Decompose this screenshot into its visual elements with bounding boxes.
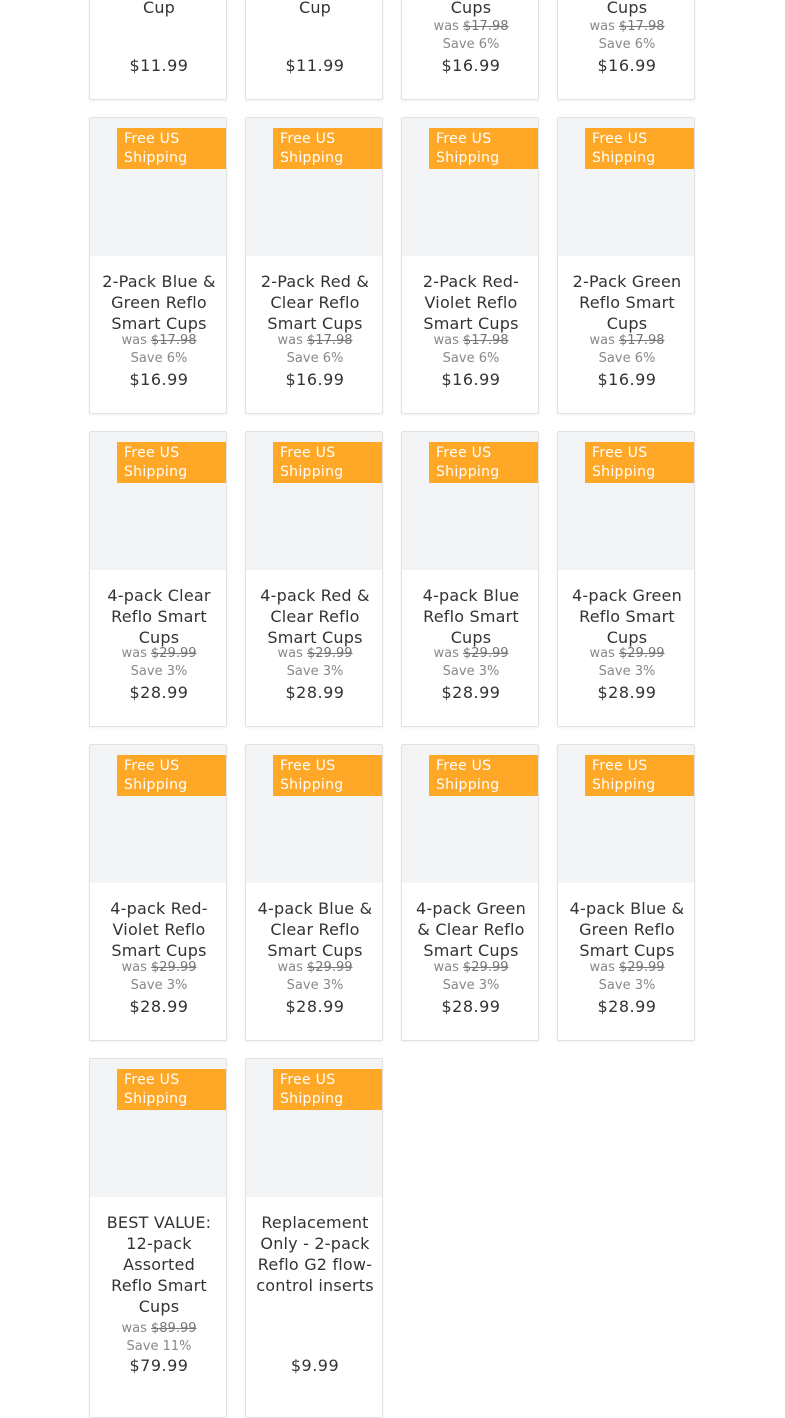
free-shipping-ribbon: Free US Shipping (429, 755, 539, 796)
original-price (90, 1320, 227, 1337)
product-title[interactable]: 2-Pack Red & Clear Reflo Smart Cups (260, 272, 370, 333)
was-label: was (277, 646, 303, 661)
was-label: was (433, 646, 459, 661)
was-label: was (433, 960, 459, 975)
product-card[interactable] (245, 431, 383, 727)
original-price (558, 645, 695, 662)
free-shipping-ribbon: Free US Shipping (429, 442, 539, 483)
savings-label: Save 3% (442, 664, 500, 679)
product-card[interactable] (89, 0, 227, 100)
original-price (90, 332, 227, 349)
product-price: $28.99 (129, 683, 189, 702)
product-card[interactable] (401, 0, 539, 100)
free-shipping-ribbon: Free US Shipping (117, 128, 227, 169)
savings-label: Save 3% (286, 664, 344, 679)
product-card[interactable] (401, 431, 539, 727)
product-price: $28.99 (441, 997, 501, 1016)
savings-label: Save 3% (130, 978, 188, 993)
original-price (402, 645, 539, 662)
product-price: $28.99 (285, 683, 345, 702)
product-price: $79.99 (129, 1356, 189, 1375)
original-price (402, 959, 539, 976)
savings-label: Save 6% (130, 351, 188, 366)
was-label: was (433, 19, 459, 34)
was-label: was (433, 333, 459, 348)
product-card[interactable] (89, 431, 227, 727)
free-shipping-ribbon: Free US Shipping (117, 442, 227, 483)
product-price: $28.99 (597, 997, 657, 1016)
product-title[interactable]: Cup (298, 0, 332, 17)
free-shipping-ribbon: Free US Shipping (429, 128, 539, 169)
product-card[interactable] (557, 0, 695, 100)
product-title[interactable]: 4-pack Blue & Clear Reflo Smart Cups (257, 899, 373, 960)
product-card[interactable] (557, 117, 695, 414)
product-title[interactable]: 2-Pack Blue & Green Reflo Smart Cups (102, 272, 216, 333)
product-title[interactable]: 4-pack Red-Violet Reflo Smart Cups (110, 899, 208, 960)
was-label: was (121, 646, 147, 661)
savings-label: Save 11% (126, 1339, 192, 1354)
savings-label: Save 3% (286, 978, 344, 993)
product-price: $28.99 (285, 997, 345, 1016)
original-price (246, 645, 383, 662)
product-card[interactable] (245, 0, 383, 100)
product-title[interactable]: Cups (450, 0, 492, 17)
savings-label: Save 6% (598, 37, 656, 52)
product-title[interactable]: 4-pack Green Reflo Smart Cups (572, 586, 682, 647)
product-card[interactable] (89, 117, 227, 414)
savings-label: Save 3% (442, 978, 500, 993)
savings-label: Save 3% (598, 978, 656, 993)
free-shipping-ribbon: Free US Shipping (117, 755, 227, 796)
product-title[interactable]: 2-Pack Red-Violet Reflo Smart Cups (422, 272, 520, 333)
was-label: was (589, 960, 615, 975)
strikethrough-price: $89.99 (151, 1321, 197, 1336)
product-title[interactable]: 4-pack Blue & Green Reflo Smart Cups (569, 899, 685, 960)
product-title[interactable]: Cups (606, 0, 648, 17)
product-price: $16.99 (441, 370, 501, 389)
was-label: was (121, 960, 147, 975)
savings-label: Save 6% (598, 351, 656, 366)
free-shipping-ribbon: Free US Shipping (273, 1069, 383, 1110)
original-price (90, 959, 227, 976)
free-shipping-ribbon: Free US Shipping (273, 442, 383, 483)
original-price (558, 959, 695, 976)
strikethrough-price: $17.98 (619, 333, 665, 348)
strikethrough-price: $29.99 (151, 646, 197, 661)
free-shipping-ribbon: Free US Shipping (117, 1069, 227, 1110)
product-card[interactable] (401, 117, 539, 414)
strikethrough-price: $17.98 (151, 333, 197, 348)
savings-label: Save 6% (442, 37, 500, 52)
savings-label: Save 3% (130, 664, 188, 679)
was-label: was (277, 333, 303, 348)
product-card[interactable] (89, 744, 227, 1041)
strikethrough-price: $29.99 (307, 646, 353, 661)
product-title[interactable]: 4-pack Green & Clear Reflo Smart Cups (416, 899, 526, 960)
product-price: $11.99 (285, 56, 345, 75)
was-label: was (589, 646, 615, 661)
strikethrough-price: $17.98 (619, 19, 665, 34)
product-price: $11.99 (129, 56, 189, 75)
was-label: was (121, 333, 147, 348)
strikethrough-price: $29.99 (619, 646, 665, 661)
product-title[interactable]: 4-pack Clear Reflo Smart Cups (107, 586, 211, 647)
strikethrough-price: $17.98 (307, 333, 353, 348)
free-shipping-ribbon: Free US Shipping (585, 128, 695, 169)
product-title[interactable]: 2-Pack Green Reflo Smart Cups (572, 272, 682, 333)
product-card[interactable] (557, 744, 695, 1041)
strikethrough-price: $17.98 (463, 19, 509, 34)
savings-label: Save 6% (286, 351, 344, 366)
free-shipping-ribbon: Free US Shipping (585, 442, 695, 483)
product-title[interactable]: 4-pack Red & Clear Reflo Smart Cups (260, 586, 370, 647)
product-title[interactable]: 4-pack Blue Reflo Smart Cups (422, 586, 520, 647)
strikethrough-price: $29.99 (463, 960, 509, 975)
product-price: $28.99 (129, 997, 189, 1016)
original-price (246, 959, 383, 976)
original-price (90, 645, 227, 662)
strikethrough-price: $29.99 (619, 960, 665, 975)
product-price: $9.99 (290, 1356, 340, 1375)
product-price: $16.99 (441, 56, 501, 75)
original-price (402, 18, 539, 35)
product-price: $16.99 (597, 370, 657, 389)
strikethrough-price: $29.99 (307, 960, 353, 975)
product-price: $28.99 (441, 683, 501, 702)
strikethrough-price: $29.99 (151, 960, 197, 975)
product-title[interactable]: Cup (142, 0, 176, 17)
product-price: $16.99 (597, 56, 657, 75)
savings-label: Save 3% (598, 664, 656, 679)
product-card[interactable] (557, 431, 695, 727)
product-price: $28.99 (597, 683, 657, 702)
product-title[interactable]: Replacement Only - 2-pack Reflo G2 flow-control inserts (256, 1213, 374, 1295)
original-price (558, 332, 695, 349)
original-price (558, 18, 695, 35)
was-label: was (277, 960, 303, 975)
original-price (246, 332, 383, 349)
product-card[interactable] (245, 744, 383, 1041)
savings-label: Save 6% (442, 351, 500, 366)
was-label: was (121, 1321, 147, 1336)
strikethrough-price: $29.99 (463, 646, 509, 661)
product-price: $16.99 (285, 370, 345, 389)
product-price: $16.99 (129, 370, 189, 389)
free-shipping-ribbon: Free US Shipping (273, 128, 383, 169)
product-title[interactable]: BEST VALUE: 12-pack Assorted Reflo Smart Cups (106, 1213, 212, 1316)
product-card[interactable] (401, 744, 539, 1041)
product-card[interactable] (245, 117, 383, 414)
free-shipping-ribbon: Free US Shipping (585, 755, 695, 796)
was-label: was (589, 19, 615, 34)
original-price (402, 332, 539, 349)
product-card[interactable] (245, 1058, 383, 1418)
was-label: was (589, 333, 615, 348)
strikethrough-price: $17.98 (463, 333, 509, 348)
product-card[interactable] (89, 1058, 227, 1418)
free-shipping-ribbon: Free US Shipping (273, 755, 383, 796)
